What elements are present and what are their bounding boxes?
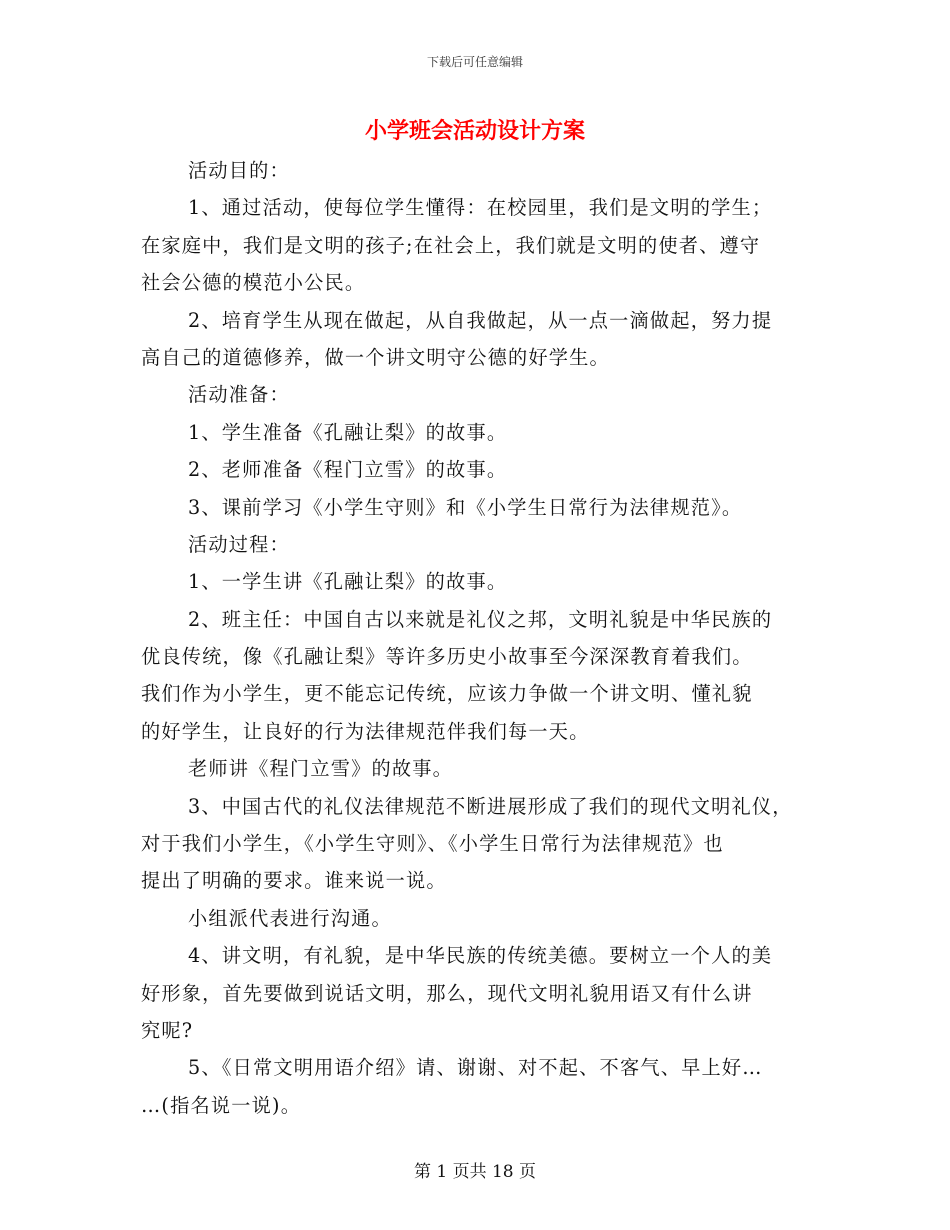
paragraph-line: 高自己的道德修养，做一个讲文明守公德的好学生。 xyxy=(141,345,610,369)
paragraph-line: 提出了明确的要求。谁来说一说。 xyxy=(141,869,447,893)
paragraph-line: 4、讲文明，有礼貌，是中华民族的传统美德。要树立一个人的美 xyxy=(188,944,773,968)
paragraph-line: 好形象，首先要做到说话文明，那么，现代文明礼貌用语又有什么讲 xyxy=(141,981,753,1005)
paragraph-line: 究呢? xyxy=(141,1018,194,1042)
paragraph-line: …(指名说一说)。 xyxy=(141,1093,302,1117)
document-body xyxy=(141,152,821,1124)
paragraph-line: 1、一学生讲《孔融让梨》的故事。 xyxy=(188,570,508,594)
page-footer: 第 1 页共 18 页 xyxy=(413,1162,537,1182)
paragraph-line: 活动准备： xyxy=(188,383,290,407)
paragraph-line: 5、《日常文明用语介绍》请、谢谢、对不起、不客气、早上好… xyxy=(188,1056,763,1080)
paragraph-line: 社会公德的模范小公民。 xyxy=(141,271,366,295)
paragraph-line: 老师讲《程门立雪》的故事。 xyxy=(188,757,454,781)
paragraph-line: 小组派代表进行沟通。 xyxy=(188,906,392,930)
paragraph-line: 2、老师准备《程门立雪》的故事。 xyxy=(188,458,508,482)
paragraph-line: 2、班主任：中国自古以来就是礼仪之邦，文明礼貌是中华民族的 xyxy=(188,607,773,631)
paragraph-line: 优良传统，像《孔融让梨》等许多历史小故事至今深深教育着我们。 xyxy=(141,645,753,669)
paragraph-line: 1、学生准备《孔融让梨》的故事。 xyxy=(188,420,508,444)
paragraph-line: 我们作为小学生，更不能忘记传统，应该力争做一个讲文明、懂礼貌 xyxy=(141,682,753,706)
paragraph-line: 活动目的： xyxy=(188,159,290,182)
paragraph-line: 2、培育学生从现在做起，从自我做起，从一点一滴做起，努力提 xyxy=(188,308,773,332)
page-header: 下载后可任意编辑 xyxy=(426,55,523,69)
paragraph-line: 的好学生，让良好的行为法律规范伴我们每一天。 xyxy=(141,719,590,743)
paragraph-line: 3、中国古代的礼仪法律规范不断进展形成了我们的现代文明礼仪， xyxy=(188,794,793,818)
paragraph-line: 在家庭中，我们是文明的孩子;在社会上，我们就是文明的使者、遵守 xyxy=(141,233,761,257)
paragraph-line: 活动过程： xyxy=(188,532,290,556)
paragraph-line: 3、课前学习《小学生守则》和《小学生日常行为法律规范》。 xyxy=(188,495,743,519)
paragraph-line: 对于我们小学生，《小学生守则》、《小学生日常行为法律规范》也 xyxy=(141,832,724,856)
document-title: 小学班会活动设计方案 xyxy=(364,118,585,144)
paragraph-line: 1、通过活动，使每位学生懂得：在校园里，我们是文明的学生； xyxy=(188,196,773,220)
